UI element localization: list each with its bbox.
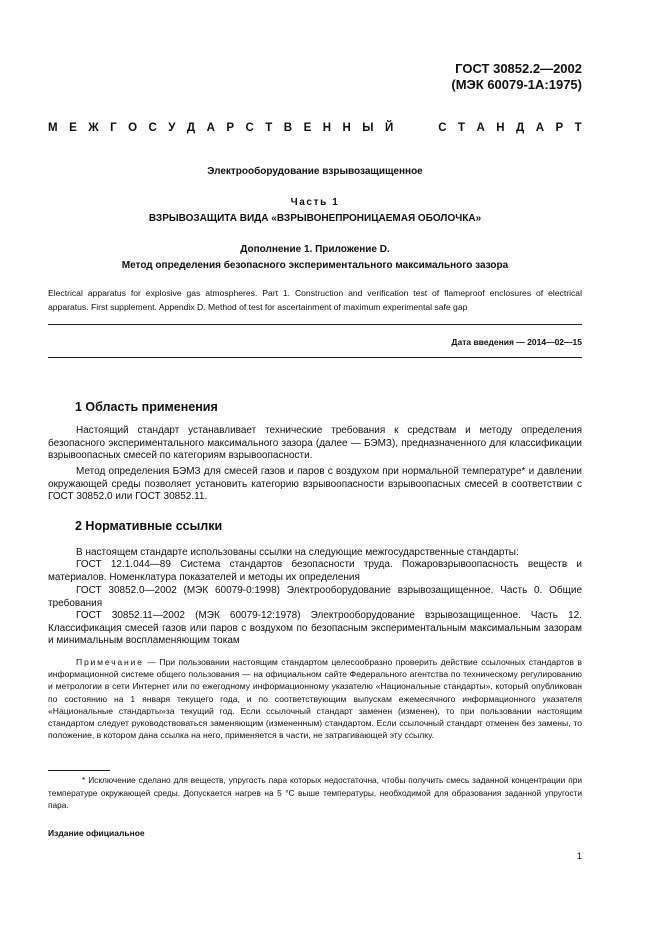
title-line-2: ВЗРЫВОЗАЩИТА ВИДА «ВЗРЫВОНЕПРОНИЦАЕМАЯ ОБОЛОЧКА» (148, 213, 482, 224)
standard-type-word-1-letter: Е (303, 122, 312, 134)
iec-number: (МЭК 60079-1А:1975) (451, 77, 582, 92)
edition-label: Издание официальное (48, 828, 145, 838)
section-1-heading: 1 Область применения (75, 400, 218, 414)
standard-type-word-2-letter: Н (496, 122, 505, 134)
standard-type-word-1-letter: А (206, 122, 215, 134)
standard-type-word-2-letter: А (476, 122, 485, 134)
reference-gost-30852-11: ГОСТ 30852.11—2002 (МЭК 60079-12:1978) Электрооборудование взрывозащищенное. Часть 12. Классификация смесей газов или паров с воздухом по безопасным экспериментальным максимальным зазорам и минимальным воспламеняющим токам (48, 610, 582, 647)
standard-number-block (451, 61, 582, 93)
section-1-paragraph-1: Настоящий стандарт устанавливает технические требования к средствам и методу определения безопасного экспериментального максимального зазора (далее — БЭМЗ), предназначенного для классификации взрывоопасных смесей по категориям взрывоопасности. (48, 425, 582, 462)
standard-type-word-1-letter: Г (110, 122, 117, 134)
title-line-3: Дополнение 1. Приложение D. (240, 244, 390, 255)
section-1-paragraph-2: Метод определения БЭМЗ для смесей газов и паров с воздухом при нормальной температуре* и давлении окружающей среды позволяет установить категорию взрывоопасности взрывоопасных смесей в соответствии с ГОСТ 30852.0 или ГОСТ 30852.11. (48, 466, 582, 503)
standard-type-word-1-letter: У (168, 122, 176, 134)
standard-type-word-1-letter: Ж (88, 122, 99, 134)
standard-type-word-1-letter: Д (186, 122, 196, 134)
standard-type-word-2-letter: А (535, 122, 545, 134)
note-text: — При пользовании настоящим стандартом целесообразно проверить действие ссылочных стандартов в информационной системе общего пользования — на официальном сайте Федерального агентства по техническому регулированию и метрологии в сети Интернет или по ежегодному информационному указателю «Национальные стандарты», который опубликован по состоянию на 1 января текущего года, и по соответствующим выпускам ежемесячного информационного указателя «Национальные стандарты»за текущий год. Если ссылочный стандарт заменен (изменен), то при пользовании настоящим стандартом следует руководствоваться заменяющим (измененным) стандартом. Если ссылочный стандарт отменен без замены, то положение, в котором дана ссылка на него, применяется в части, не затрагивающей эту ссылку. (48, 657, 582, 741)
title-line-1: Электрооборудование взрывозащищенное (207, 166, 423, 177)
standard-type-word-2-letter: Т (574, 122, 582, 134)
note (48, 656, 582, 741)
english-title: Electrical apparatus for explosive gas atmospheres. Part 1. Construction and verification test of flameproof enclosures of electrical apparatus. First supplement. Appendix D. Method of test for ascertainment of maximum experimental safe gap (48, 288, 582, 312)
standard-type-word-1-letter: С (148, 122, 157, 134)
divider-bottom (48, 357, 582, 358)
footnote: * Исключение сделано для веществ, упругость пара которых недостаточна, чтобы получить смесь заданной концентрации при температуре окружающей среды. Допускается нагрев на 5 °С выше температуры, необходимой для образования заданной упругости пара. (48, 775, 582, 811)
standard-type-word-1-letter: М (48, 122, 58, 134)
title-part: Часть 1 (290, 197, 340, 208)
standard-type-word-1-letter: Е (69, 122, 77, 134)
standard-number: ГОСТ 30852.2—2002 (455, 61, 582, 76)
word-gap (405, 122, 427, 134)
standard-type-word-2-letter: Д (516, 122, 525, 134)
note-label: Примечание (76, 657, 144, 667)
reference-gost-30852-0: ГОСТ 30852.0—2002 (МЭК 60079-0:1998) Электрооборудование взрывозащищенное. Часть 0. Общие требования (48, 585, 582, 609)
standard-type-heading (48, 122, 582, 134)
standard-type-word-1-letter: Р (226, 122, 235, 134)
standard-type-word-1-letter: Н (322, 122, 332, 134)
standard-type-word-1-letter: Т (265, 122, 273, 134)
standard-type-word-1-letter: Ы (362, 122, 374, 134)
standard-type-word-1-letter: Й (385, 122, 394, 134)
standard-type-word-2-letter: Р (555, 122, 564, 134)
standard-type-word-2-letter: Т (457, 122, 466, 134)
standard-type-word-1-letter: О (128, 122, 138, 134)
section-2-intro: В настоящем стандарте использованы ссылки на следующие межгосударственные стандарты: (76, 547, 519, 558)
standard-type-word-2-letter: С (438, 122, 447, 134)
footnote-divider (48, 770, 110, 771)
page-number: 1 (576, 851, 582, 862)
divider-top (48, 324, 582, 325)
standard-type-word-1-letter: В (283, 122, 293, 134)
reference-gost-12-1-044: ГОСТ 12.1.044—89 Система стандартов безопасности труда. Пожаровзрывоопасность веществ и материалов. Номенклатура показателей и методы их определения (48, 559, 582, 583)
title-line-4: Метод определения безопасного экспериментального максимального зазора (121, 260, 509, 271)
section-2-heading: 2 Нормативные ссылки (75, 519, 223, 533)
date-of-introduction: Дата введения — 2014—02—15 (451, 337, 582, 347)
standard-type-word-1-letter: Н (342, 122, 351, 134)
standard-type-word-1-letter: С (245, 122, 254, 134)
